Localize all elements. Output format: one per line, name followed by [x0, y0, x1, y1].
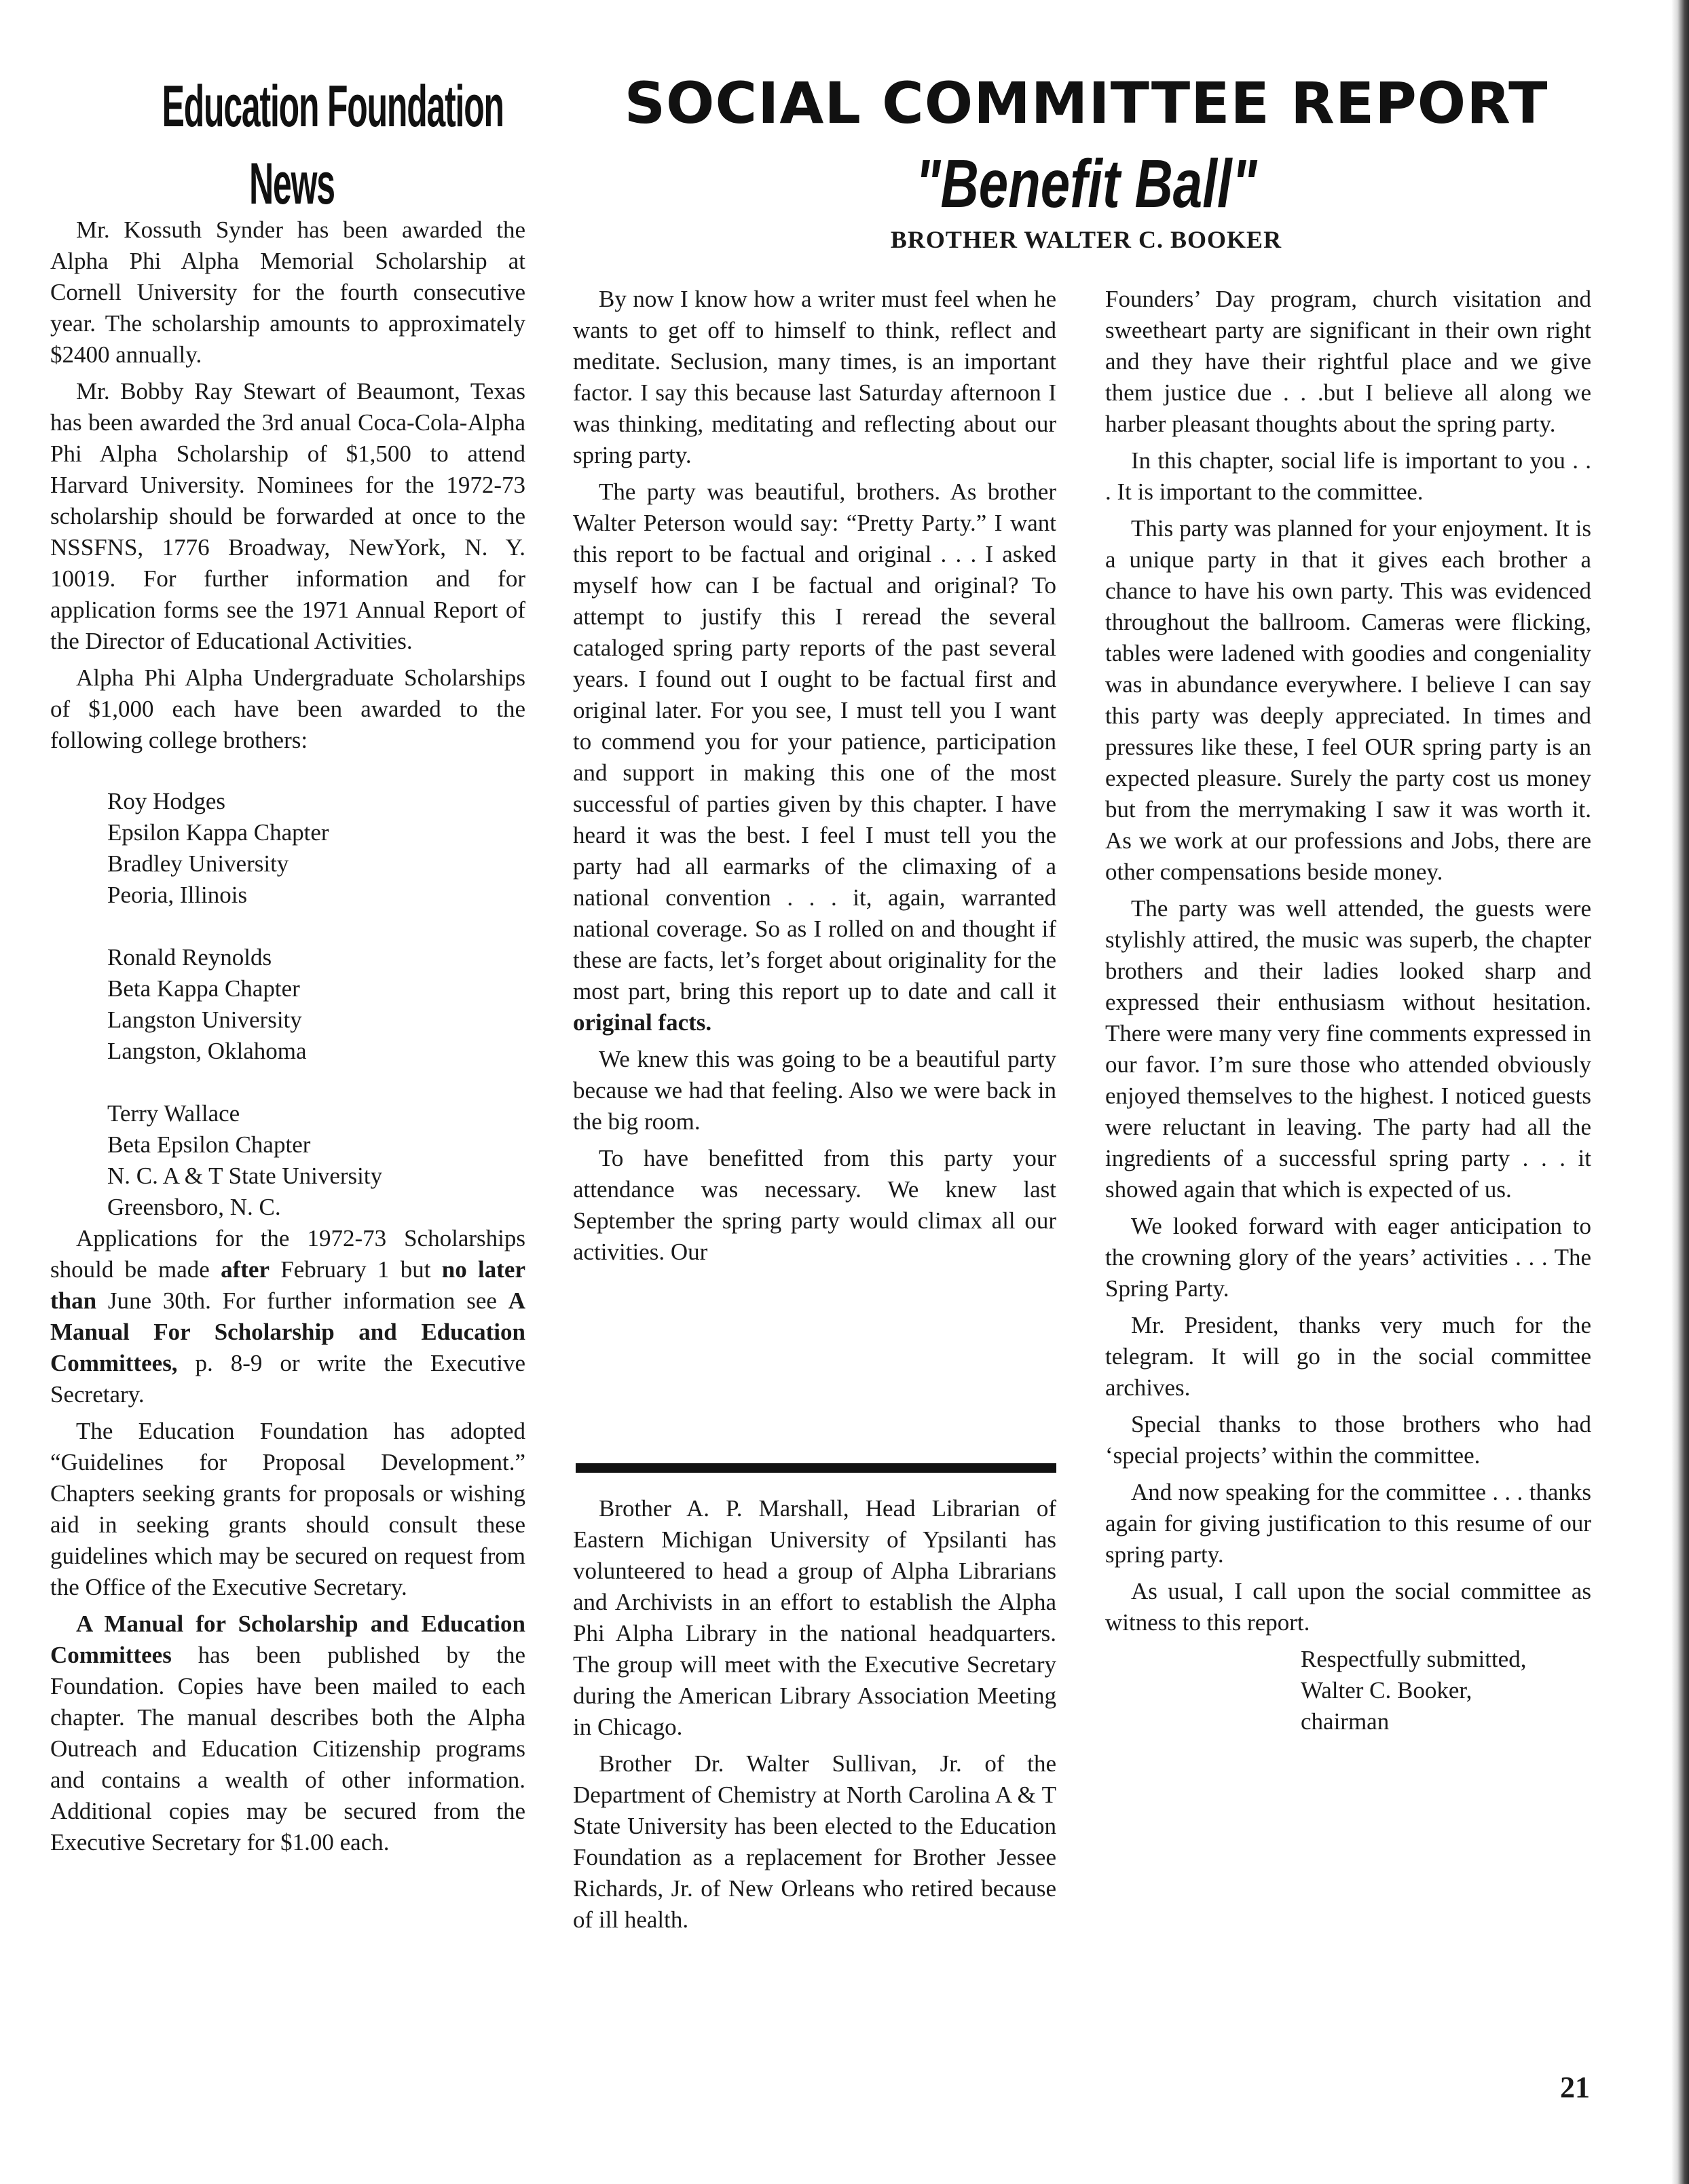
social-report-part-1 — [573, 284, 1056, 1273]
recipient-school: N. C. A & T State University — [107, 1163, 383, 1189]
signoff — [1301, 1644, 1591, 1737]
recipient-school: Langston University — [107, 1006, 302, 1033]
guidelines-paragraph: The Education Foundation has adopted “Guidelines for Proposal Development.” Chapters seeking grants for proposals or wishing aid in seeking grants should consult these guidelines which may be secured on request from the Office of the Executive Secretary. — [50, 1418, 525, 1600]
recipient-school: Bradley University — [107, 850, 289, 877]
undergrad-scholarships-paragraph: Alpha Phi Alpha Undergraduate Scholarships of $1,000 each have been awarded to the following college brothers: — [50, 664, 525, 753]
report-paragraph: The party was beautiful, brothers. As brother Walter Peterson would say: “Pretty Party.” I want this report to be factual and original . . . I asked myself how can I be factual and original? To attempt to justify this I reread the several cataloged spring party reports of the past several years. I found out I ought to be factual first and original later. For you see, I must tell you I want to commend you for your patience, participation and support in making this one of the most successful of parties given by this chapter. I have heard it was the best. I feel I must tell you the party had all earmarks of the climaxing of a national convention . . . it, again, warranted national coverage. So as I rolled on and thought if these are facts, let’s forget about originality for the most part, bring this report up to date and call it original facts. — [573, 478, 1056, 1036]
recipient-chapter: Beta Epsilon Chapter — [107, 1131, 311, 1158]
report-paragraph: We looked forward with eager anticipation to the crowning glory of the years’ activities . . . The Spring Party. — [1105, 1213, 1591, 1302]
recipient-chapter: Epsilon Kappa Chapter — [107, 819, 329, 846]
recipient-name: Terry Wallace — [107, 1100, 240, 1127]
report-paragraph: To have benefitted from this party your attendance was necessary. We knew last September the spring party would climax all our activities. Our — [573, 1145, 1056, 1265]
recipient-city: Greensboro, N. C. — [107, 1194, 281, 1220]
social-committee-title: SOCIAL COMMITTEE REPORT — [624, 70, 1548, 136]
sullivan-news-paragraph: Brother Dr. Walter Sullivan, Jr. of the Department of Chemistry at North Carolina A & T State University has been elected to the Education Foundation as a replacement for Brother Jessee Richards, Jr. of New Orleans who retired because of ill health. — [573, 1750, 1056, 1933]
recipient-city: Peoria, Illinois — [107, 882, 248, 908]
signoff-name: Walter C. Booker, — [1301, 1677, 1472, 1703]
recipient-name: Ronald Reynolds — [107, 944, 272, 971]
signoff-title: chairman — [1301, 1708, 1390, 1735]
report-paragraph: Mr. President, thanks very much for the telegram. It will go in the social committee archives. — [1105, 1312, 1591, 1401]
title-line-1: Education Foundation — [162, 74, 504, 139]
recipient-name: Roy Hodges — [107, 788, 226, 814]
recipients-list — [107, 786, 525, 1223]
section-divider-rule — [576, 1463, 1056, 1473]
report-paragraph: This party was planned for your enjoyment. It is a unique party in that it gives each brother a chance to have his own party. This was evidenced throughout the ballroom. Cameras were flicking, tables were ladened with goodies and congeniality was in abundance everywhere. I believe I can say this party was deeply appreciated. In times and pressures like these, I feel OUR spring party is an expected pleasure. Surely the party cost us money but from the merrymaking I saw it was worth it. As we work at our professions and Jobs, there are other compensations beside money. — [1105, 515, 1591, 885]
education-foundation-title — [162, 68, 504, 223]
manual-paragraph: A Manual for Scholarship and Education Committees has been published by the Foundation. Copies have been mailed to each chapter. The manual describes both the Alpha Outreach and Education Citizenship programs and contains a wealth of other information. Additional copies may be secured from the Executive Secretary for $1.00 each. — [50, 1611, 525, 1856]
report-paragraph: As usual, I call upon the social committee as witness to this report. — [1105, 1578, 1591, 1636]
stewart-paragraph: Mr. Bobby Ray Stewart of Beaumont, Texas has been awarded the 3rd anual Coca-Cola-Alpha Phi Alpha Scholarship of $1,500 to attend Harvard University. Nominees for the 1972-73 scholarship should be forwarded at once to the NSSFNS, 1776 Broadway, NewYork, N. Y. 10019. For further information and for application forms see the 1971 Annual Report of the Director of Educational Activities. — [50, 378, 525, 654]
marshall-news-paragraph: Brother A. P. Marshall, Head Librarian of Eastern Michigan University of Ypsilanti has volunteered to head a group of Alpha Librarians and Archivists in an effort to establish the Alpha Phi Alpha Library in the national headquarters. The group will meet with the Executive Secretary during the American Library Association Meeting in Chicago. — [573, 1495, 1056, 1740]
applications-paragraph: Applications for the 1972-73 Scholarships should be made after February 1 but no later than June 30th. For further information see A Manual For Scholarship and Education Committees, p. 8-9 or write the Executive Secretary. — [50, 1225, 525, 1408]
brother-news — [573, 1493, 1056, 1941]
author-byline: BROTHER WALTER C. BOOKER — [890, 226, 1282, 253]
kossuth-paragraph: Mr. Kossuth Synder has been awarded the Alpha Phi Alpha Memorial Scholarship at Cornell University for the fourth consecutive year. The scholarship amounts to approximately $2400 annually. — [50, 216, 525, 368]
report-paragraph: And now speaking for the committee . . . thanks again for giving justification to this resume of our spring party. — [1105, 1479, 1591, 1568]
report-paragraph: We knew this was going to be a beautiful party because we had that feeling. Also we were back in the big room. — [573, 1046, 1056, 1135]
recipient-city: Langston, Oklahoma — [107, 1038, 307, 1064]
report-paragraph: In this chapter, social life is important to you . . . It is important to the committee. — [1105, 447, 1591, 505]
report-paragraph: The party was well attended, the guests were stylishly attired, the music was superb, the chapter brothers and their ladies looked sharp and expressed their enthusiasm without hesitation. There were many very fine comments expressed in our favor. I’m sure those who attended obviously enjoyed themselves to the highest. I noticed guests were reluctant in leaving. The party had all the ingredients of a successful spring party . . . it showed again that which is expected of us. — [1105, 895, 1591, 1203]
signoff-line: Respectfully submitted, — [1301, 1646, 1527, 1672]
report-paragraph: Founders’ Day program, church visitation and sweetheart party are significant in their own right and they have their rightful place and we give them justice due . . .but I believe all along we harber pleasant thoughts about the spring party. — [1105, 286, 1591, 437]
benefit-ball-subtitle: "Benefit Ball" — [915, 146, 1257, 222]
report-paragraph: Special thanks to those brothers who had ‘special projects’ within the committee. — [1105, 1411, 1591, 1469]
page-binding-edge — [1671, 0, 1689, 2184]
page-number: 21 — [1560, 2071, 1590, 2104]
recipient-chapter: Beta Kappa Chapter — [107, 975, 300, 1002]
report-paragraph: By now I know how a writer must feel when he wants to get off to himself to think, reflect and meditate. Seclusion, many times, is an important factor. I say this because last Saturday afternoon I was thinking, meditating and reflecting about our spring party. — [573, 286, 1056, 468]
title-line-2: News — [249, 151, 335, 216]
social-report-part-2 — [1105, 284, 1591, 1737]
education-foundation-article — [50, 214, 525, 1864]
